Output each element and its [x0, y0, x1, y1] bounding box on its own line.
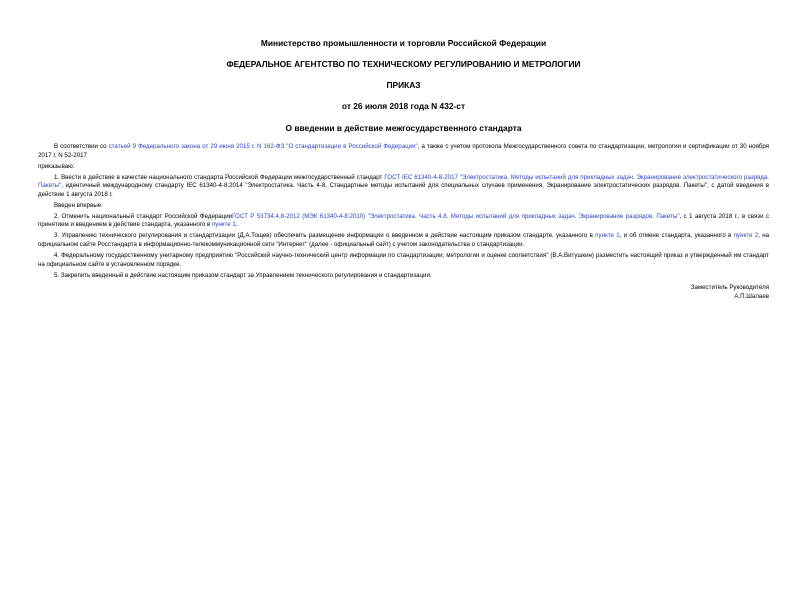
- item-1-text-1: 1. Ввести в действие в качестве национального стандарта Российской Федерации межгосударственный стандарт: [54, 173, 385, 181]
- document-date-number: от 26 июля 2018 года N 432-ст: [341, 101, 466, 111]
- federal-law-link[interactable]: статьей 9 Федерального закона от 29 июня 2015 г. N 162-ФЗ "О стандартизации в Российской Федерации": [108, 143, 418, 150]
- agency-name: ФЕДЕРАЛЬНОЕ АГЕНТСТВО ПО ТЕХНИЧЕСКОМУ РЕГУЛИРОВАНИЮ И МЕТРОЛОГИИ: [226, 59, 581, 69]
- orders-line: приказываю:: [38, 162, 75, 170]
- document-subject: О введении в действие межгосударственного стандарта: [285, 123, 522, 133]
- item-3-paragraph: [38, 232, 769, 249]
- document-page: [0, 38, 807, 609]
- item-2-text-1: 2. Отменить национальный стандарт Российской Федерации: [54, 212, 233, 220]
- signature-block: [38, 283, 769, 301]
- document-body: [38, 143, 769, 280]
- preamble-paragraph: [38, 143, 769, 160]
- document-type: ПРИКАЗ: [386, 80, 421, 90]
- item-4-paragraph: 4. Федеральному государственному унитарному предприятию "Российский научно-технический центр информации по стандартизации, метрологии и оценке соответствия" (В.А.Витушкин) разместить настоящий приказ и утвержденный им стандарт на официальном сайте в установленном порядке.: [38, 252, 769, 268]
- gost-iec-61340-link[interactable]: ГОСТ IEC 61340-4-8-2017 "Электростатика. Методы испытаний для прикладных задач. Экранирование электростатического разряда. Пакеты": [38, 173, 769, 190]
- preamble-text-1: В соответствии со: [54, 143, 109, 150]
- item-3-text-2: , и об отмене стандарта, указанного в: [619, 232, 734, 240]
- item-1-ref-link[interactable]: пункте 1: [211, 221, 236, 229]
- gost-r-53734-link[interactable]: ГОСТ Р 53734.4.8-2012 (МЭК 61340-4-8:2010) "Электростатика. Часть 4.8. Методы испытаний для прикладных задач. Экранирование разрядов. Пакеты": [232, 212, 680, 220]
- item-2-text-3: .: [235, 221, 238, 229]
- item-1-text-2: , идентичный международному стандарту IEC 61340-4-8:2014 "Электростатика. Часть 4-8. Стандартные методы испытаний для специальных случаев применения. Экранирование электростатических разрядов. Пакеты", с датой введения в действие 1 августа 2018 г.: [38, 182, 769, 198]
- first-time-note: Введен впервые.: [54, 201, 103, 209]
- ministry-name: Министерство промышленности и торговли Российской Федерации: [260, 38, 547, 48]
- item-1-paragraph: [38, 174, 769, 200]
- item-3-text-3: , на официальном сайте Росстандарта в информационно-телекоммуникационной сети "Интернет" (далее - официальный сайт) с учетом законодательства о стандартизации.: [38, 232, 770, 248]
- item-1-ref-link[interactable]: пункте 1: [595, 232, 620, 240]
- item-2-paragraph: [38, 213, 769, 230]
- item-5-paragraph: 5. Закрепить введенный в действие настоящим приказом стандарт за Управлением технического регулирования и стандартизации.: [54, 271, 432, 279]
- item-3-text-1: 3. Управлению технического регулирования и стандартизации (Д.А.Тощев) обеспечить размещение информации о введенном в действие настоящим приказом стандарте, указанного в: [54, 232, 596, 240]
- item-2-ref-link[interactable]: пункте 2: [733, 232, 759, 240]
- item-2-text-2: , с 1 августа 2018 г., в связи с принятием и введением в действие стандарта, указанного в: [38, 212, 770, 229]
- signatory-title: Заместитель Руководителя: [690, 284, 769, 292]
- signatory-name: А.П.Шалаев: [734, 293, 769, 301]
- preamble-text-2: , а также с учетом протокола Межгосударственного совета по стандартизации, метрологии и сертификации от 30 ноября 2017 г. N 52-2017: [38, 143, 769, 159]
